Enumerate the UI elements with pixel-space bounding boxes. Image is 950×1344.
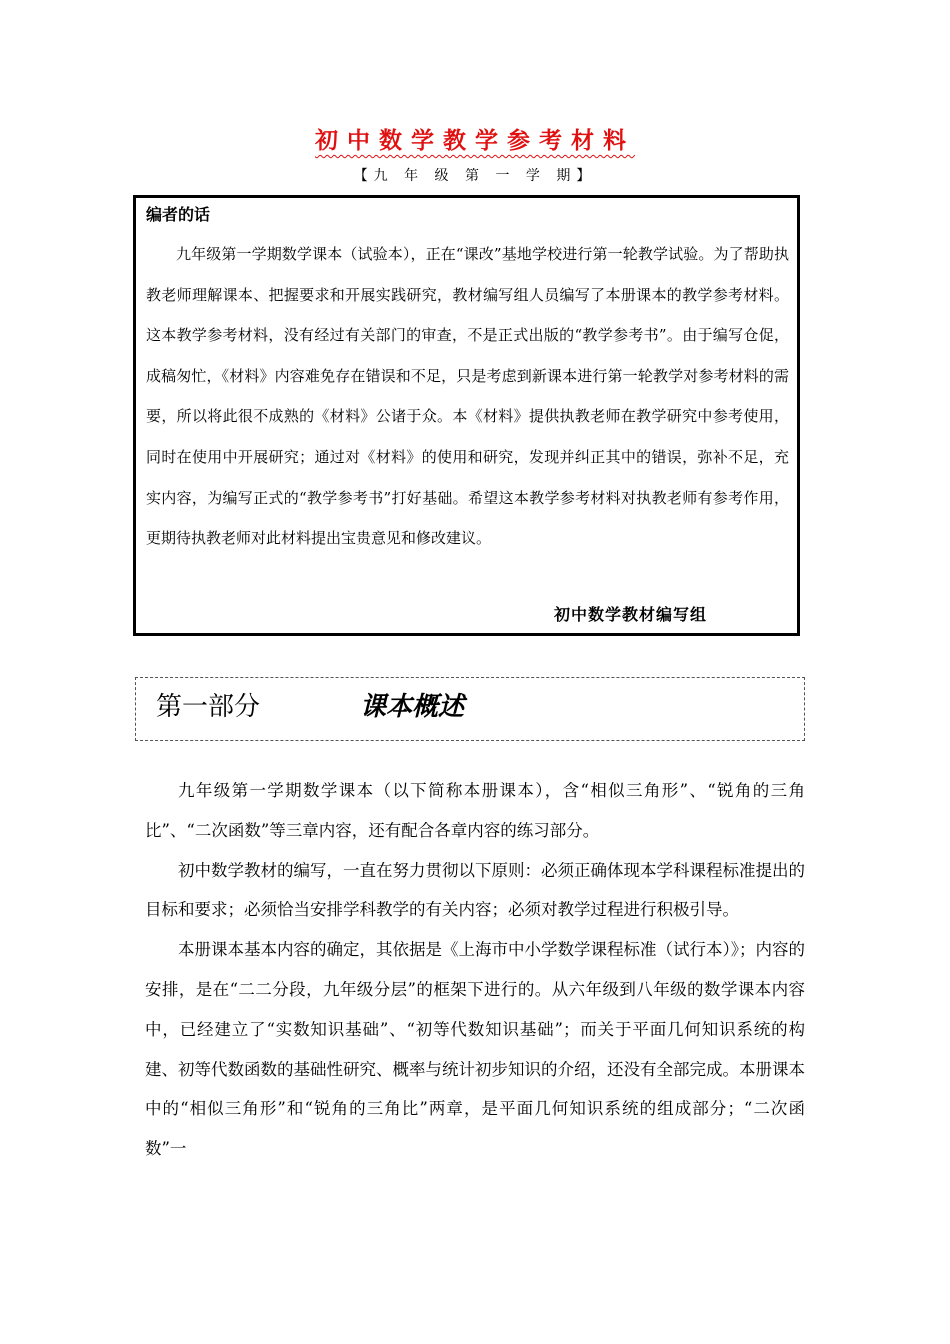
document-title-text: 初中数学教学参考材料 — [315, 127, 635, 154]
body-paragraph: 九年级第一学期数学课本（以下简称本册课本），含“相似三角形”、“锐角的三角比”、“二次函数”等三章内容，还有配合各章内容的练习部分。 — [145, 781, 805, 840]
editor-note-signature: 初中数学教材编写组 — [554, 605, 708, 624]
document-subtitle: 【九 年 级 第 一 学 期】 — [353, 168, 597, 184]
body-paragraph: 初中数学教材的编写，一直在努力贯彻以下原则：必须正确体现本学科课程标准提出的目标和要求；必须恰当安排学科教学的有关内容；必须对教学过程进行积极引导。 — [145, 860, 805, 920]
part-title: 课本概述 — [360, 692, 465, 722]
editor-note-box — [133, 195, 800, 636]
editor-note-heading: 编者的话 — [146, 205, 211, 224]
part-label: 第一部分 — [156, 692, 261, 722]
editor-note-body: 九年级第一学期数学课本（试验本），正在“课改”基地学校进行第一轮教学试验。为了帮助执教老师理解课本、把握要求和开展实践研究，教材编写组人员编写了本册课本的教学参考材料。这本教学参考材料，没有经过有关部门的审查，不是正式出版的“教学参考书”。由于编写仓促，成稿匆忙，《材料》内容难免存在错误和不足，只是考虑到新课本进行第一轮教学对参考材料的需要，所以将此很不成熟的《材料》公诸于众。本《材料》提供执教老师在教学研究中参考使用，同时在使用中开展研究；通过对《材料》的使用和研究，发现并纠正其中的错误，弥补不足，充实内容，为编写正式的“教学参考书”打好基础。希望这本教学参考材料对执教老师有参考作用，更期待执教老师对此材料提出宝贵意见和修改建议。 — [146, 245, 789, 548]
document-title — [0, 122, 950, 155]
part-heading-box — [135, 677, 805, 741]
body-paragraph: 本册课本基本内容的确定，其依据是《上海市中小学数学课程标准（试行本）》；内容的安排，是在“二二分段，九年级分层”的框架下进行的。从六年级到八年级的数学课本内容中，已经建立了“实数知识基础”、“初等代数知识基础”；而关于平面几何知识系统的构建、初等代数函数的基础性研究、概率与统计初步知识的介绍，还没有全部完成。本册课本中的“相似三角形”和“锐角的三角比”两章，是平面几何知识系统的组成部分；“二次函数”一 — [145, 940, 805, 1159]
body-text — [145, 771, 805, 1169]
